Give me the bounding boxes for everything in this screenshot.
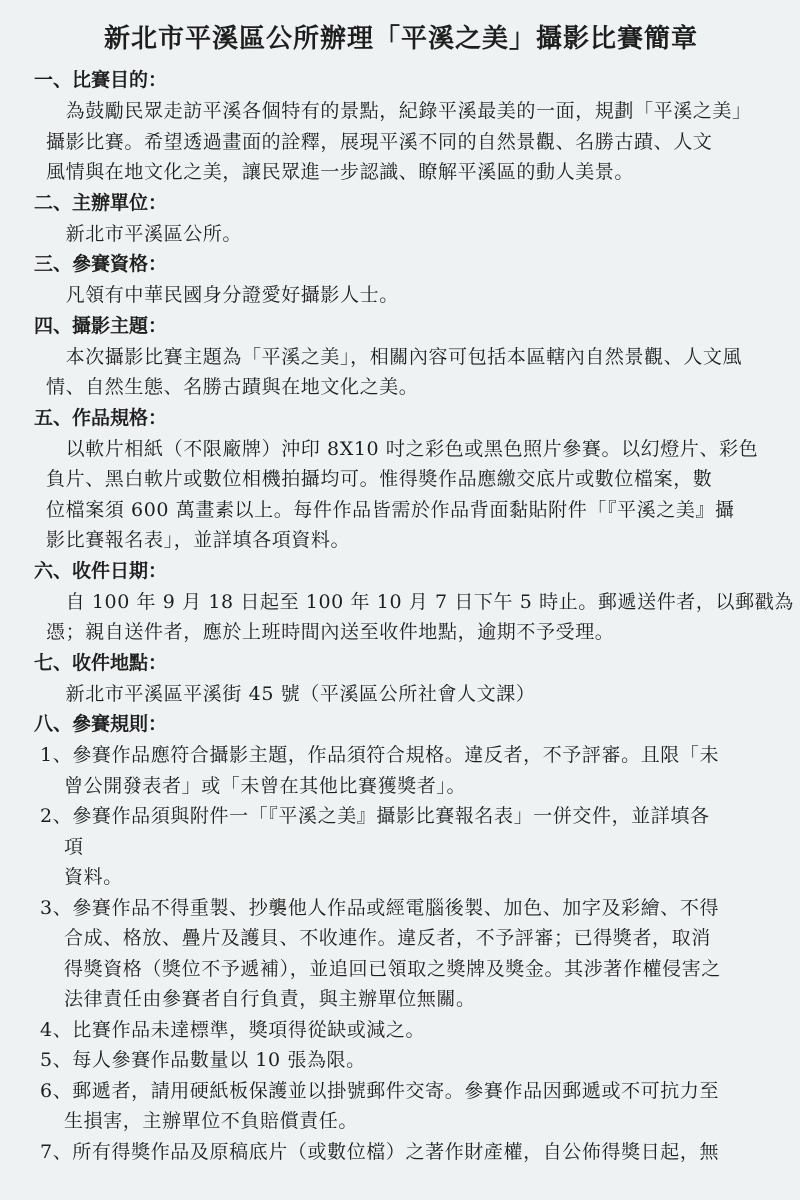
- rule-item-2: [40, 801, 770, 893]
- section-heading-eligibility: 三、參賽資格：: [34, 253, 168, 275]
- body-line: 位檔案須 600 萬畫素以上。每件作品皆需於作品背面黏貼附件「『平溪之美』攝: [46, 498, 735, 521]
- section-heading-location: 七、收件地點：: [34, 651, 168, 674]
- body-line: 自 100 年 9 月 18 日起至 100 年 10 月 7 日下午 5 時止。郵遞送件者，以郵戳為: [46, 590, 794, 613]
- rule-item-5: [40, 1045, 770, 1076]
- section-body-location: [46, 679, 770, 710]
- rule-line: 生損害，主辦單位不負賠償責任。: [64, 1110, 359, 1132]
- body-line: 為鼓勵民眾走訪平溪各個特有的景點，紀錄平溪最美的一面，規劃「平溪之美」: [46, 100, 752, 122]
- document-title: 新北市平溪區公所辦理「平溪之美」攝影比賽簡章: [103, 24, 698, 54]
- body-line: 新北市平溪區公所。: [46, 222, 243, 245]
- rule-line: 6、郵遞者，請用硬紙板保護並以掛號郵件交寄。參賽作品因郵遞或不可抗力至: [40, 1079, 720, 1102]
- section-body-dates: [46, 587, 794, 648]
- section-heading-rules: 八、參賽規則：: [34, 713, 168, 735]
- rule-item-6: [40, 1076, 770, 1137]
- body-line: 負片、黑白軟片或數位相機拍攝均可。惟得獎作品應繳交底片或數位檔案，數: [46, 468, 713, 490]
- rule-line: 1、參賽作品應符合攝影主題，作品須符合規格。違反者，不予評審。且限「未: [40, 744, 720, 766]
- body-line: 本次攝影比賽主題為「平溪之美」，相關內容可包括本區轄內自然景觀、人文風: [46, 345, 743, 368]
- body-line: 憑；親自送件者，應於上班時間內送至收件地點，逾期不予受理。: [46, 621, 615, 643]
- section-body-purpose: [46, 96, 770, 188]
- section-body-organizer: [46, 219, 770, 250]
- section-heading-organizer: 二、主辦單位：: [34, 191, 168, 214]
- body-line: 凡領有中華民國身分證愛好攝影人士。: [46, 284, 399, 306]
- rule-item-4: [40, 1015, 770, 1046]
- body-line: 以軟片相紙（不限廠牌）沖印 8X10 吋之彩色或黑色照片參賽。以幻燈片、彩色: [46, 437, 759, 460]
- rule-line: 7、所有得獎作品及原稿底片（或數位檔）之著作財產權，自公佈得獎日起，無: [40, 1140, 720, 1163]
- section-body-eligibility: [46, 280, 770, 311]
- rule-line: 項: [64, 835, 84, 858]
- section-body-specs: [46, 434, 770, 556]
- section-heading-dates: 六、收件日期：: [34, 559, 168, 582]
- rule-line: 得獎資格（獎位不予遞補），並追回已領取之獎牌及獎金。其涉著作權侵害之: [64, 957, 721, 980]
- rule-line: 法律責任由參賽者自行負責，與主辦單位無關。: [64, 988, 476, 1010]
- section-heading-theme: 四、攝影主題：: [34, 314, 168, 337]
- body-line: 影比賽報名表」，並詳填各項資料。: [46, 529, 351, 551]
- body-line: 新北市平溪區平溪街 45 號（平溪區公所社會人文課）: [46, 682, 536, 705]
- rule-line: 4、比賽作品未達標準，獎項得從缺或減之。: [40, 1018, 426, 1041]
- rule-line: 資料。: [64, 866, 123, 888]
- rule-line: 2、參賽作品須與附件一「『平溪之美』攝影比賽報名表」一併交件，並詳填各: [40, 805, 710, 827]
- rule-line: 5、每人參賽作品數量以 10 張為限。: [40, 1049, 366, 1071]
- body-line: 情、自然生態、名勝古蹟與在地文化之美。: [46, 376, 419, 398]
- section-heading-purpose: 一、比賽目的：: [34, 69, 168, 91]
- rule-line: 合成、格放、疊片及護貝、不收連作。違反者，不予評審；已得獎者，取消: [64, 927, 711, 949]
- rule-item-7: [40, 1137, 770, 1168]
- rule-item-1: [40, 740, 770, 801]
- rule-line: 3、參賽作品不得重製、抄襲他人作品或經電腦後製、加色、加字及彩繪、不得: [40, 896, 720, 919]
- rule-item-3: [40, 893, 770, 1015]
- rule-line: 曾公開發表者」或「未曾在其他比賽獲獎者」。: [64, 774, 467, 797]
- body-line: 攝影比賽。希望透過畫面的詮釋，展現平溪不同的自然景觀、名勝古蹟、人文: [46, 130, 713, 153]
- section-body-theme: [46, 342, 770, 403]
- section-heading-specs: 五、作品規格：: [34, 406, 168, 429]
- body-line: 風情與在地文化之美，讓民眾進一步認識、瞭解平溪區的動人美景。: [46, 161, 635, 183]
